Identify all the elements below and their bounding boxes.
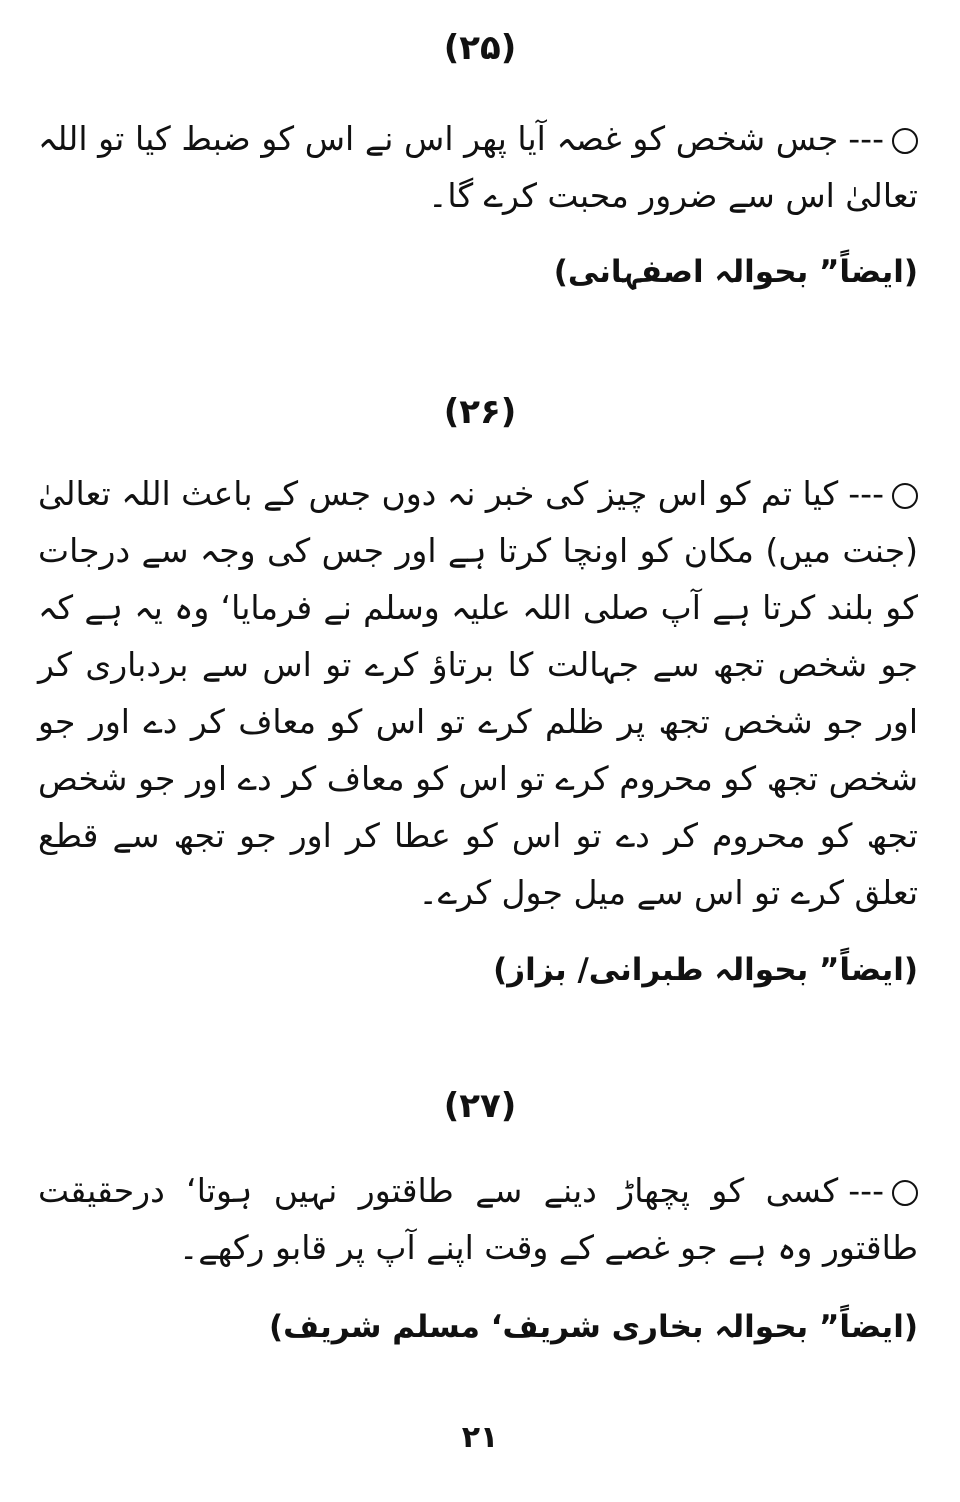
page-number: ۲۱ [461,1420,499,1455]
section-25-reference: (ایضاً” بحوالہ اصفہانی) [553,254,918,290]
section-27-dash: --- [848,1171,884,1210]
section-26-text: کیا تم کو اس چیز کی خبر نہ دوں جس کے باعث اللہ تعالیٰ (جنت میں) مکان کو اونچا کرتا ہے اور جس کی وجہ سے درجات کو بلند کرتا ہے آپ صلی اللہ علیہ وسلم نے فرمایا‘ وہ یہ ہے کہ جو شخص تجھ سے جہالت کا برتاؤ کرے تو اس سے بردباری کر اور جو شخص تجھ پر ظلم کرے تو اس کو معاف کر دے اور جو شخص تجھ کو محروم کرے تو اس کو معاف کر دے اور جو شخص تجھ کو محروم کر دے تو اس کو عطا کر اور جو تجھ سے قطع تعلق کرے تو اس سے میل جول کرے۔ [38,474,918,912]
section-27-reference: (ایضاً” بحوالہ بخاری شریف‘ مسلم شریف) [269,1309,918,1345]
section-25-text-block [38,110,918,224]
section-25-dash: --- [848,119,884,158]
section-27-text-block [38,1162,918,1276]
section-27-number: (۲۷) [443,1086,517,1126]
circle-bullet-icon [892,483,918,509]
section-27-text: کسی کو پچھاڑ دینے سے طاقتور نہیں ہوتا‘ درحقیقت طاقتور وہ ہے جو غصے کے وقت اپنے آپ پر قابو رکھے۔ [38,1171,918,1267]
circle-bullet-icon [892,1180,918,1206]
circle-bullet-icon [892,128,918,154]
section-26-reference: (ایضاً” بحوالہ طبرانی/ بزاز) [493,952,918,988]
section-26-dash: --- [848,474,884,513]
section-26-number: (۲۶) [443,392,517,432]
section-25-number: (۲۵) [443,28,517,68]
section-26-text-block [38,465,918,921]
section-25-text: جس شخص کو غصہ آیا پھر اس نے اس کو ضبط کیا تو اللہ تعالیٰ اس سے ضرور محبت کرے گا۔ [38,119,918,215]
